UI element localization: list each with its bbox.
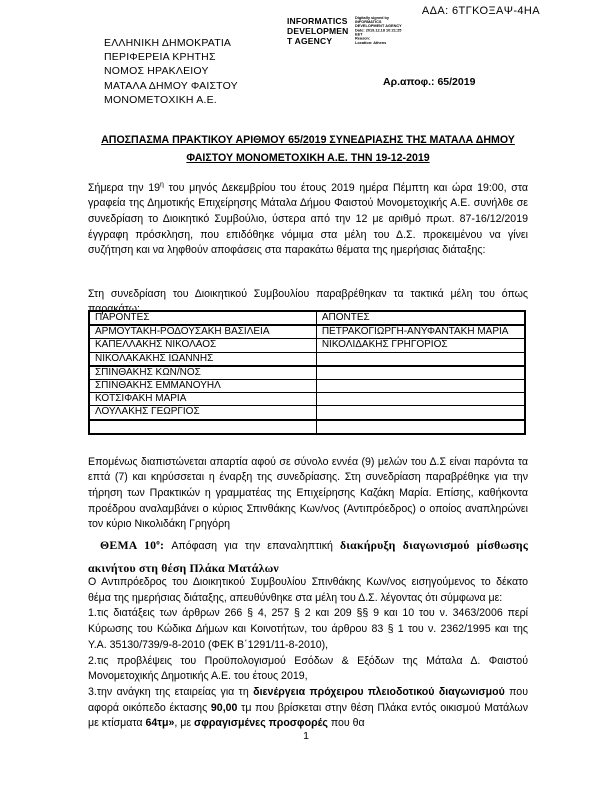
- attendance-table-wrapper: [88, 310, 526, 435]
- text-line: EET: [354, 32, 363, 37]
- text-segment: τμ που βρίσκεται στην θέση Πλάκα εντός οικισμού Ματάλων με κτίσματα: [88, 701, 528, 730]
- intro-paragraph: [88, 181, 528, 260]
- text-line: ΜΟΝΟΜΕΤΟΧΙΚΗ Α.Ε.: [104, 93, 217, 106]
- text-segment: του μηνός Δεκεμβρίου του έτους 2019 ημέρα Πέμπτη και ώρα 19:00, στα γραφεία της Δημοτικής Επιχείρησης Μάταλα Δήμου Φαιστού Μονομετοχικής Α.Ε. συνήλθε σε συνεδρίαση το Διοικητικό Συμβούλιο, ύστερα από την 12 με αριθμό πρωτ. 87-16/12/2019 έγγραφη πρόσκληση, που επιδόθηκε νόμιμα στα μέλη του Δ.Σ. προκειμένου να γίνει συζήτηση και να ληφθούν αποφάσεις στα παρακάτω θέματα της ημερήσιας διάταξης:: [88, 181, 528, 257]
- page-number: 1: [303, 730, 309, 742]
- attendance-table-header: [89, 311, 525, 325]
- text-segment: η: [160, 181, 164, 189]
- table-row: [89, 339, 525, 352]
- text-segment: 64τμ»: [145, 717, 175, 730]
- table-cell: ΝΙΚΟΛΑΚΑΚΗΣ ΙΩΑΝΝΗΣ: [89, 352, 316, 366]
- table-cell: ΣΠΙΝΘΑΚΗΣ ΕΜΜΑΝΟΥΗΛ: [89, 380, 316, 393]
- table-cell: ΚΑΠΕΛΛΑΚΗΣ ΝΙΚΟΛΑΟΣ: [89, 339, 316, 352]
- text-segment: ο: [156, 538, 160, 547]
- text-line: Location: Athens: [354, 41, 386, 45]
- text-segment: Σήμερα την 19: [88, 181, 161, 194]
- signature-agency-name: [287, 16, 349, 69]
- table-header-row: [89, 311, 525, 325]
- topic-intro-paragraph: Ο Αντιπρόεδρος του Διοικητικού Συμβουλίου Σπινθάκης Κων/νος εισηγούμενος το δέκατο θέμα της ημερήσιας διάταξης, απευθύνθηκε στα μέλη του Δ.Σ. λέγοντας ότι σύμφωνα με:: [88, 576, 528, 604]
- text-segment: :: [159, 538, 172, 552]
- decision-number: Αρ.αποφ.: 65/2019: [383, 76, 476, 88]
- table-cell: ΣΠΙΝΘΑΚΗΣ ΚΩΝ/ΝΟΣ: [89, 366, 316, 380]
- table-row: [89, 352, 525, 366]
- topic-body: [88, 575, 528, 732]
- text-segment: σφραγισμένες προσφορές: [194, 717, 328, 730]
- table-row: [89, 325, 525, 339]
- table-cell: [316, 380, 525, 393]
- table-row: [89, 393, 525, 406]
- table-cell: [316, 352, 525, 366]
- text-line: ΝΟΜΟΣ ΗΡΑΚΛΕΙΟΥ: [104, 65, 209, 78]
- text-line: INFORMATICS: [354, 20, 381, 25]
- letterhead: [104, 36, 238, 107]
- text-segment: 3.την ανάγκη της εταιρείας για τη: [88, 685, 254, 698]
- text-line: ΠΕΡΙΦΕΡΕΙΑ ΚΡΗΤΗΣ: [104, 51, 216, 64]
- table-cell: ΑΡΜΟΥΤΑΚΗ-ΡΟΔΟΥΣΑΚΗ ΒΑΣΙΛΕΙΑ: [89, 325, 316, 339]
- text-segment: διενέργεια πρόχειρου πλειοδοτικού διαγωνισμού: [253, 685, 505, 698]
- table-row: [89, 366, 525, 380]
- list-item-3: [88, 685, 528, 732]
- text-segment: που θα: [327, 717, 365, 730]
- text-line: ΕΛΛΗΝΙΚΗ ΔΗΜΟΚΡΑΤΙΑ: [104, 37, 232, 49]
- table-cell: ΛΟΥΛΑΚΗΣ ΓΕΩΡΓΙΟΣ: [89, 406, 316, 420]
- text-line: Date: 2019.12.18 10:21:25: [354, 28, 401, 33]
- text-line: Digitally signed by: [354, 16, 389, 20]
- column-header-absent: ΑΠΟΝΤΕΣ: [316, 311, 525, 325]
- attendance-table-body: [89, 325, 525, 434]
- table-cell: [316, 420, 525, 434]
- text-segment: 1.τις διατάξεις των άρθρων 266 § 4, 257 § 2 και 209 §§ 9 και 10 του ν. 3463/2006 περί Κύρωσης του Κώδικα Δήμων και Κοινοτήτων, του άρθρου 83 § 1 του ν. 2362/1995 και της Υ.Α. 35130/739/9-8-2010 (ΦΕΚ Β΄1291/11-8-2010),: [88, 607, 528, 651]
- text-line: Reason:: [354, 36, 370, 41]
- text-line: ΜΑΤΑΛΑ ΔΗΜΟΥ ΦΑΙΣΤΟΥ: [104, 79, 238, 92]
- document-title: ΑΠΟΣΠΑΣΜΑ ΠΡΑΚΤΙΚΟΥ ΑΡΙΘΜΟΥ 65/2019 ΣΥΝΕΔΡΙΑΣΗΣ ΤΗΣ ΜΑΤΑΛΑ ΔΗΜΟΥ ΦΑΙΣΤΟΥ ΜΟΝΟΜΕΤΟΧΙΚΗ Α.Ε. ΤΗΝ 19-12-2019: [101, 134, 515, 164]
- list-item-2: [88, 654, 528, 685]
- text-segment: που αφορά οικόπεδο έκτασης: [88, 685, 528, 714]
- quorum-paragraph: Επομένως διαπιστώνεται απαρτία αφού σε σύνολο εννέα (9) μελών του Δ.Σ είναι παρόντα τα επτά (7) και κηρύσσεται η έναρξη της συνεδρίασης. Στη συνεδρίαση παραβρέθηκε για την τήρηση των Πρακτικών η γραμματέας της Επιχείρησης Καζάκη Μαρία. Επίσης, καθήκοντα προέδρου αναλαμβάνει ο κύριος Σπινθάκης Κων/νος (Αντιπρόεδρος) ο οποίος αναπληρώνει τον κύριο Νικολιδάκη Γρηγόρη: [88, 455, 528, 531]
- table-cell: [316, 393, 525, 406]
- table-row: [89, 380, 525, 393]
- signature-details: [355, 16, 443, 45]
- digital-signature-stamp: [287, 16, 515, 69]
- table-row: [89, 406, 525, 420]
- list-item-1: [88, 606, 528, 653]
- text-segment: Απόφαση για την επαναληπτική: [171, 540, 340, 552]
- text-line: DEVELOPMENT AGENCY: [354, 24, 402, 29]
- ada-code: ΑΔΑ: 6ΤΓΚΟΞΑΨ-4ΗΑ: [421, 5, 540, 17]
- text-segment: ΘΕΜΑ 10: [100, 538, 157, 552]
- text-line: T AGENCY: [287, 36, 333, 46]
- table-cell: [316, 366, 525, 380]
- topic-heading: [88, 535, 528, 580]
- table-cell: [89, 420, 316, 434]
- table-cell: ΚΟΤΣΙΦΑΚΗ ΜΑΡΙΑ: [89, 393, 316, 406]
- attendance-table: [88, 310, 526, 435]
- text-line: DEVELOPMEN: [287, 26, 349, 36]
- text-line: INFORMATICS: [287, 16, 348, 26]
- text-segment: , με: [174, 717, 195, 730]
- table-cell: ΝΙΚΟΛΙΔΑΚΗΣ ΓΡΗΓΟΡΙΟΣ: [316, 339, 525, 352]
- text-segment: 2.τις προβλέψεις του Προϋπολογισμού Εσόδων & Εξόδων της Μάταλα Δ. Φαιστού Μονομετοχικής Δημοτικής Α.Ε. του έτους 2019,: [88, 654, 528, 683]
- table-row: [89, 420, 525, 434]
- column-header-present: ΠΑΡΟΝΤΕΣ: [89, 311, 316, 325]
- table-cell: ΠΕΤΡΑΚΟΓΙΩΡΓΗ-ΑΝΥΦΑΝΤΑΚΗ ΜΑΡΙΑ: [316, 325, 525, 339]
- text-segment: διακήρυξη διαγωνισμού μίσθωσης ακινήτου στη θέση Πλάκα Ματάλων: [88, 538, 529, 575]
- table-cell: [316, 406, 525, 420]
- text-segment: 90,00: [210, 701, 238, 714]
- attendance-paragraph: Στη συνεδρίαση του Διοικητικού Συμβουλίου παραβρέθηκαν τα τακτικά μέλη του όπως παρακάτω:: [88, 287, 528, 316]
